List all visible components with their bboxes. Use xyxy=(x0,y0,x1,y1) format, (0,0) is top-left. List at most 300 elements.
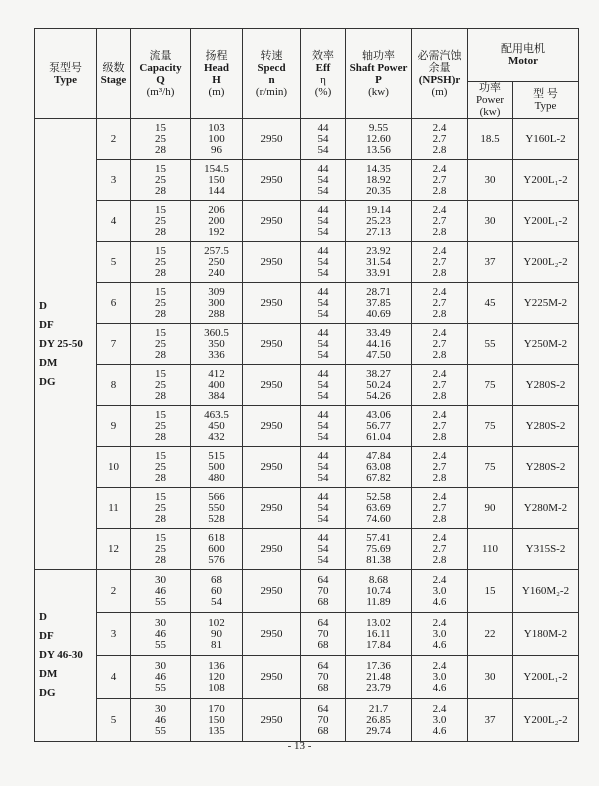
shaft-power-cell-value: 57.41 xyxy=(366,531,391,544)
npsh-cell-value: 2.8 xyxy=(432,348,447,361)
stage-cell: 2 xyxy=(97,119,131,160)
npsh-cell xyxy=(412,488,468,529)
efficiency-cell-value: 68 xyxy=(317,595,329,608)
head-cell-value: 170 xyxy=(208,702,225,715)
capacity-cell-value: 30 xyxy=(155,659,166,672)
head-cell xyxy=(191,529,243,570)
table-row xyxy=(35,447,579,488)
stage-cell: 10 xyxy=(97,447,131,488)
shaft-power-cell-value: 12.60 xyxy=(366,132,391,145)
motor-power-cell: 37 xyxy=(468,242,513,283)
header-motor-power: 功率 Power (kw) xyxy=(468,82,513,119)
shaft-power-cell-value: 13.02 xyxy=(366,616,391,629)
head-cell xyxy=(191,160,243,201)
pump-type-cell xyxy=(35,570,97,742)
pump-type-label: DF xyxy=(39,630,54,642)
header-head: 扬程 Head H (m) xyxy=(191,29,243,119)
capacity-cell-value: 30 xyxy=(155,702,166,715)
efficiency-cell-value: 54 xyxy=(317,512,329,525)
efficiency-cell-value: 54 xyxy=(317,184,329,197)
efficiency-cell-value: 54 xyxy=(317,348,329,361)
motor-type-cell: Y200L₁-2 xyxy=(513,160,579,201)
shaft-power-cell-value: 23.79 xyxy=(366,681,391,694)
head-cell xyxy=(191,119,243,160)
capacity-cell-value: 15 xyxy=(155,531,166,544)
head-cell-value: 432 xyxy=(208,430,225,443)
shaft-power-cell-value: 11.89 xyxy=(366,595,391,608)
capacity-cell-value: 28 xyxy=(155,184,166,197)
npsh-cell-value: 2.4 xyxy=(432,702,447,715)
table-row xyxy=(35,324,579,365)
efficiency-cell-value: 68 xyxy=(317,638,329,651)
capacity-cell-value: 46 xyxy=(155,584,166,597)
pump-type-cell xyxy=(35,119,97,570)
head-cell-value: 136 xyxy=(208,659,225,672)
shaft-power-cell-value: 27.13 xyxy=(366,225,391,238)
npsh-cell xyxy=(412,529,468,570)
shaft-power-cell-value: 28.71 xyxy=(366,285,391,298)
head-cell-value: 60 xyxy=(211,584,222,597)
header-capacity: 流量 Capacity Q (m³/h) xyxy=(131,29,191,119)
header-shaft-power: 轴功率 Shaft Power P (kw) xyxy=(346,29,412,119)
shaft-power-cell xyxy=(346,656,412,699)
npsh-cell-value: 4.6 xyxy=(432,681,447,694)
head-cell xyxy=(191,447,243,488)
head-cell-value: 550 xyxy=(208,501,225,514)
capacity-cell-value: 25 xyxy=(155,378,166,391)
capacity-cell-value: 55 xyxy=(155,724,166,737)
head-cell xyxy=(191,201,243,242)
npsh-cell xyxy=(412,160,468,201)
head-cell-value: 480 xyxy=(208,471,225,484)
shaft-power-cell-value: 56.77 xyxy=(366,419,391,432)
shaft-power-cell-value: 33.49 xyxy=(366,326,391,339)
capacity-cell-value: 25 xyxy=(155,460,166,473)
motor-power-cell: 75 xyxy=(468,447,513,488)
table-row xyxy=(35,529,579,570)
head-cell-value: 135 xyxy=(208,724,225,737)
head-cell xyxy=(191,570,243,613)
shaft-power-cell-value: 31.54 xyxy=(366,255,391,268)
capacity-cell-value: 28 xyxy=(155,389,166,402)
head-cell xyxy=(191,242,243,283)
capacity-cell xyxy=(131,160,191,201)
header-efficiency: 效率 Eff η (%) xyxy=(301,29,346,119)
head-cell-value: 463.5 xyxy=(204,408,229,421)
pump-type-label: D xyxy=(39,611,47,623)
shaft-power-cell-value: 38.27 xyxy=(366,367,391,380)
capacity-cell-value: 15 xyxy=(155,408,166,421)
shaft-power-cell-value: 14.35 xyxy=(366,162,391,175)
npsh-cell xyxy=(412,119,468,160)
header-type: 泵型号 Type xyxy=(35,29,97,119)
npsh-cell-value: 2.7 xyxy=(432,132,447,145)
capacity-cell-value: 25 xyxy=(155,132,166,145)
efficiency-cell-value: 54 xyxy=(317,143,329,156)
capacity-cell-value: 25 xyxy=(155,255,166,268)
npsh-cell-value: 2.4 xyxy=(432,203,447,216)
npsh-cell-value: 2.8 xyxy=(432,471,447,484)
efficiency-cell-value: 44 xyxy=(317,367,329,380)
motor-type-cell: Y160M₂-2 xyxy=(513,570,579,613)
efficiency-cell-value: 54 xyxy=(317,542,329,555)
capacity-cell-value: 28 xyxy=(155,143,166,156)
head-cell xyxy=(191,324,243,365)
head-cell-value: 120 xyxy=(208,670,225,683)
head-cell-value: 103 xyxy=(208,121,225,134)
efficiency-cell xyxy=(301,160,346,201)
npsh-cell-value: 2.4 xyxy=(432,531,447,544)
head-cell-value: 100 xyxy=(208,132,225,145)
shaft-power-cell-value: 9.55 xyxy=(368,121,389,134)
capacity-cell-value: 25 xyxy=(155,501,166,514)
header-npsh: 必需汽蚀 余量 (NPSH)r (m) xyxy=(412,29,468,119)
pump-type-label: DM xyxy=(39,356,58,369)
npsh-cell xyxy=(412,570,468,613)
efficiency-cell-value: 44 xyxy=(317,203,329,216)
motor-type-cell: Y180M-2 xyxy=(513,613,579,656)
shaft-power-cell xyxy=(346,570,412,613)
page xyxy=(34,28,578,742)
efficiency-cell-value: 44 xyxy=(317,531,329,544)
motor-type-cell: Y160L-2 xyxy=(513,119,579,160)
shaft-power-cell xyxy=(346,613,412,656)
capacity-cell-value: 15 xyxy=(155,490,166,503)
efficiency-cell-value: 70 xyxy=(317,713,329,726)
npsh-cell-value: 2.4 xyxy=(432,285,447,298)
speed-cell: 2950 xyxy=(243,324,301,365)
npsh-cell-value: 3.0 xyxy=(432,584,447,597)
head-cell xyxy=(191,283,243,324)
speed-cell: 2950 xyxy=(243,529,301,570)
shaft-power-cell-value: 26.85 xyxy=(366,713,391,726)
shaft-power-cell-value: 81.38 xyxy=(366,553,391,566)
efficiency-cell xyxy=(301,365,346,406)
motor-power-cell: 37 xyxy=(468,699,513,742)
capacity-cell-value: 55 xyxy=(155,638,166,651)
table-row xyxy=(35,201,579,242)
npsh-cell-value: 2.7 xyxy=(432,542,447,555)
head-cell-value: 412 xyxy=(208,367,225,380)
motor-type-cell: Y200L₂-2 xyxy=(513,242,579,283)
shaft-power-cell xyxy=(346,365,412,406)
head-cell-value: 360.5 xyxy=(204,326,229,339)
stage-cell: 6 xyxy=(97,283,131,324)
npsh-cell-value: 2.4 xyxy=(432,408,447,421)
capacity-cell xyxy=(131,119,191,160)
efficiency-cell xyxy=(301,324,346,365)
npsh-cell-value: 3.0 xyxy=(432,627,447,640)
head-cell-value: 192 xyxy=(208,225,225,238)
npsh-cell xyxy=(412,699,468,742)
speed-cell: 2950 xyxy=(243,119,301,160)
efficiency-cell-value: 54 xyxy=(317,173,329,186)
npsh-cell xyxy=(412,406,468,447)
head-cell-value: 96 xyxy=(211,143,222,156)
motor-power-cell: 110 xyxy=(468,529,513,570)
head-cell-value: 257.5 xyxy=(204,244,229,257)
efficiency-cell xyxy=(301,406,346,447)
efficiency-cell-value: 44 xyxy=(317,449,329,462)
head-cell-value: 576 xyxy=(208,553,225,566)
efficiency-cell xyxy=(301,242,346,283)
efficiency-cell xyxy=(301,613,346,656)
shaft-power-cell-value: 50.24 xyxy=(366,378,391,391)
efficiency-cell-value: 54 xyxy=(317,214,329,227)
capacity-cell-value: 46 xyxy=(155,670,166,683)
shaft-power-cell xyxy=(346,699,412,742)
npsh-cell xyxy=(412,447,468,488)
head-cell-value: 288 xyxy=(208,307,225,320)
shaft-power-cell-value: 75.69 xyxy=(366,542,391,555)
table-row xyxy=(35,699,579,742)
header-stage: 级数 Stage xyxy=(97,29,131,119)
stage-cell: 8 xyxy=(97,365,131,406)
shaft-power-cell-value: 63.69 xyxy=(366,501,391,514)
motor-power-cell: 22 xyxy=(468,613,513,656)
head-cell xyxy=(191,656,243,699)
motor-type-cell: Y280M-2 xyxy=(513,488,579,529)
shaft-power-cell-value: 52.58 xyxy=(366,490,391,503)
npsh-cell-value: 2.8 xyxy=(432,553,447,566)
table-row xyxy=(35,365,579,406)
pump-type-label: DY 46-30 xyxy=(39,649,83,661)
efficiency-cell-value: 64 xyxy=(317,659,329,672)
pump-type-label: DG xyxy=(39,687,56,699)
npsh-cell-value: 2.7 xyxy=(432,337,447,350)
npsh-cell-value: 4.6 xyxy=(432,724,447,737)
capacity-cell-value: 28 xyxy=(155,348,166,361)
table-row xyxy=(35,656,579,699)
capacity-cell-value: 25 xyxy=(155,542,166,555)
shaft-power-cell-value: 21.48 xyxy=(366,670,391,683)
efficiency-cell-value: 70 xyxy=(317,584,329,597)
motor-type-cell: Y225M-2 xyxy=(513,283,579,324)
efficiency-cell-value: 54 xyxy=(317,553,329,566)
efficiency-cell xyxy=(301,488,346,529)
capacity-cell xyxy=(131,406,191,447)
head-cell xyxy=(191,613,243,656)
capacity-cell xyxy=(131,447,191,488)
npsh-cell-value: 4.6 xyxy=(432,595,447,608)
efficiency-cell xyxy=(301,570,346,613)
capacity-cell xyxy=(131,699,191,742)
motor-type-cell: Y315S-2 xyxy=(513,529,579,570)
capacity-cell xyxy=(131,570,191,613)
head-cell-value: 618 xyxy=(208,531,225,544)
performance-table xyxy=(34,28,579,742)
capacity-cell-value: 25 xyxy=(155,214,166,227)
shaft-power-cell-value: 67.82 xyxy=(366,471,391,484)
motor-power-cell: 30 xyxy=(468,160,513,201)
efficiency-cell-value: 54 xyxy=(317,266,329,279)
speed-cell: 2950 xyxy=(243,570,301,613)
shaft-power-cell xyxy=(346,529,412,570)
motor-power-cell: 30 xyxy=(468,201,513,242)
capacity-cell-value: 15 xyxy=(155,449,166,462)
head-cell-value: 200 xyxy=(208,214,225,227)
efficiency-cell-value: 64 xyxy=(317,573,329,586)
pump-type-label: DM xyxy=(39,668,58,680)
efficiency-cell-value: 54 xyxy=(317,132,329,145)
efficiency-cell-value: 44 xyxy=(317,490,329,503)
capacity-cell-value: 30 xyxy=(155,573,166,586)
efficiency-cell-value: 64 xyxy=(317,702,329,715)
efficiency-cell-value: 54 xyxy=(317,419,329,432)
shaft-power-cell xyxy=(346,283,412,324)
shaft-power-cell-value: 17.84 xyxy=(366,638,391,651)
shaft-power-cell-value: 54.26 xyxy=(366,389,391,402)
stage-cell: 2 xyxy=(97,570,131,613)
shaft-power-cell-value: 61.04 xyxy=(366,430,391,443)
efficiency-cell xyxy=(301,119,346,160)
shaft-power-cell-value: 13.56 xyxy=(366,143,391,156)
stage-cell: 7 xyxy=(97,324,131,365)
head-cell xyxy=(191,488,243,529)
capacity-cell-value: 28 xyxy=(155,471,166,484)
npsh-cell-value: 2.4 xyxy=(432,659,447,672)
capacity-cell-value: 46 xyxy=(155,627,166,640)
head-cell xyxy=(191,365,243,406)
npsh-cell-value: 3.0 xyxy=(432,670,447,683)
head-cell-value: 81 xyxy=(211,638,222,651)
efficiency-cell-value: 44 xyxy=(317,121,329,134)
capacity-cell-value: 25 xyxy=(155,296,166,309)
motor-type-cell: Y280S-2 xyxy=(513,447,579,488)
motor-power-cell: 90 xyxy=(468,488,513,529)
capacity-cell-value: 28 xyxy=(155,553,166,566)
head-cell-value: 300 xyxy=(208,296,225,309)
capacity-cell-value: 55 xyxy=(155,595,166,608)
capacity-cell-value: 28 xyxy=(155,430,166,443)
efficiency-cell-value: 44 xyxy=(317,408,329,421)
stage-cell: 9 xyxy=(97,406,131,447)
pump-type-label: DG xyxy=(39,375,56,388)
speed-cell: 2950 xyxy=(243,488,301,529)
shaft-power-cell-value: 74.60 xyxy=(366,512,391,525)
npsh-cell-value: 2.8 xyxy=(432,512,447,525)
npsh-cell xyxy=(412,201,468,242)
npsh-cell-value: 2.4 xyxy=(432,244,447,257)
head-cell-value: 144 xyxy=(208,184,225,197)
motor-power-cell: 18.5 xyxy=(468,119,513,160)
shaft-power-cell xyxy=(346,488,412,529)
motor-power-cell: 75 xyxy=(468,406,513,447)
shaft-power-cell-value: 29.74 xyxy=(366,724,391,737)
pump-type-label: D xyxy=(39,299,47,312)
table-row xyxy=(35,488,579,529)
capacity-cell-value: 15 xyxy=(155,203,166,216)
capacity-cell xyxy=(131,656,191,699)
shaft-power-cell xyxy=(346,447,412,488)
head-cell-value: 68 xyxy=(211,573,222,586)
head-cell-value: 400 xyxy=(208,378,225,391)
head-cell-value: 515 xyxy=(208,449,225,462)
npsh-cell-value: 3.0 xyxy=(432,713,447,726)
npsh-cell xyxy=(412,613,468,656)
npsh-cell-value: 2.7 xyxy=(432,296,447,309)
efficiency-cell-value: 70 xyxy=(317,627,329,640)
head-cell xyxy=(191,406,243,447)
pump-type-label: DY 25-50 xyxy=(39,337,83,350)
shaft-power-cell-value: 44.16 xyxy=(366,337,391,350)
capacity-cell-value: 15 xyxy=(155,121,166,134)
shaft-power-cell-value: 43.06 xyxy=(366,408,391,421)
efficiency-cell-value: 68 xyxy=(317,681,329,694)
npsh-cell-value: 2.7 xyxy=(432,255,447,268)
efficiency-cell-value: 44 xyxy=(317,326,329,339)
motor-power-cell: 55 xyxy=(468,324,513,365)
shaft-power-cell-value: 16.11 xyxy=(366,627,391,640)
head-cell-value: 309 xyxy=(208,285,225,298)
npsh-cell xyxy=(412,365,468,406)
efficiency-cell-value: 68 xyxy=(317,724,329,737)
head-cell xyxy=(191,699,243,742)
motor-type-cell: Y250M-2 xyxy=(513,324,579,365)
capacity-cell-value: 15 xyxy=(155,162,166,175)
speed-cell: 2950 xyxy=(243,447,301,488)
npsh-cell-value: 2.7 xyxy=(432,173,447,186)
efficiency-cell-value: 54 xyxy=(317,378,329,391)
capacity-cell-value: 30 xyxy=(155,616,166,629)
shaft-power-cell-value: 33.91 xyxy=(366,266,391,279)
table-row xyxy=(35,119,579,160)
speed-cell: 2950 xyxy=(243,699,301,742)
stage-cell: 5 xyxy=(97,242,131,283)
efficiency-cell xyxy=(301,447,346,488)
motor-power-cell: 15 xyxy=(468,570,513,613)
capacity-cell xyxy=(131,242,191,283)
capacity-cell-value: 25 xyxy=(155,173,166,186)
npsh-cell-value: 2.4 xyxy=(432,573,447,586)
efficiency-cell xyxy=(301,529,346,570)
shaft-power-cell-value: 25.23 xyxy=(366,214,391,227)
capacity-cell-value: 28 xyxy=(155,307,166,320)
head-cell-value: 528 xyxy=(208,512,225,525)
head-cell-value: 102 xyxy=(208,616,225,629)
head-cell-value: 54 xyxy=(211,595,222,608)
shaft-power-cell-value: 19.14 xyxy=(366,203,391,216)
header-speed: 转速 Specd n (r/min) xyxy=(243,29,301,119)
capacity-cell xyxy=(131,201,191,242)
motor-type-cell: Y200L₂-2 xyxy=(513,699,579,742)
motor-power-cell: 45 xyxy=(468,283,513,324)
capacity-cell-value: 15 xyxy=(155,367,166,380)
capacity-cell-value: 15 xyxy=(155,285,166,298)
shaft-power-cell-value: 8.68 xyxy=(368,573,389,586)
pump-type-label: DF xyxy=(39,318,54,331)
head-cell-value: 566 xyxy=(208,490,225,503)
speed-cell: 2950 xyxy=(243,365,301,406)
npsh-cell-value: 2.7 xyxy=(432,501,447,514)
motor-power-cell: 30 xyxy=(468,656,513,699)
head-cell-value: 450 xyxy=(208,419,225,432)
stage-cell: 5 xyxy=(97,699,131,742)
capacity-cell xyxy=(131,613,191,656)
stage-cell: 12 xyxy=(97,529,131,570)
speed-cell: 2950 xyxy=(243,201,301,242)
shaft-power-cell-value: 47.84 xyxy=(366,449,391,462)
head-cell-value: 90 xyxy=(211,627,222,640)
shaft-power-cell xyxy=(346,242,412,283)
head-cell-value: 240 xyxy=(208,266,225,279)
efficiency-cell-value: 54 xyxy=(317,460,329,473)
efficiency-cell-value: 54 xyxy=(317,296,329,309)
capacity-cell-value: 28 xyxy=(155,225,166,238)
head-cell-value: 384 xyxy=(208,389,225,402)
npsh-cell xyxy=(412,324,468,365)
efficiency-cell-value: 54 xyxy=(317,501,329,514)
